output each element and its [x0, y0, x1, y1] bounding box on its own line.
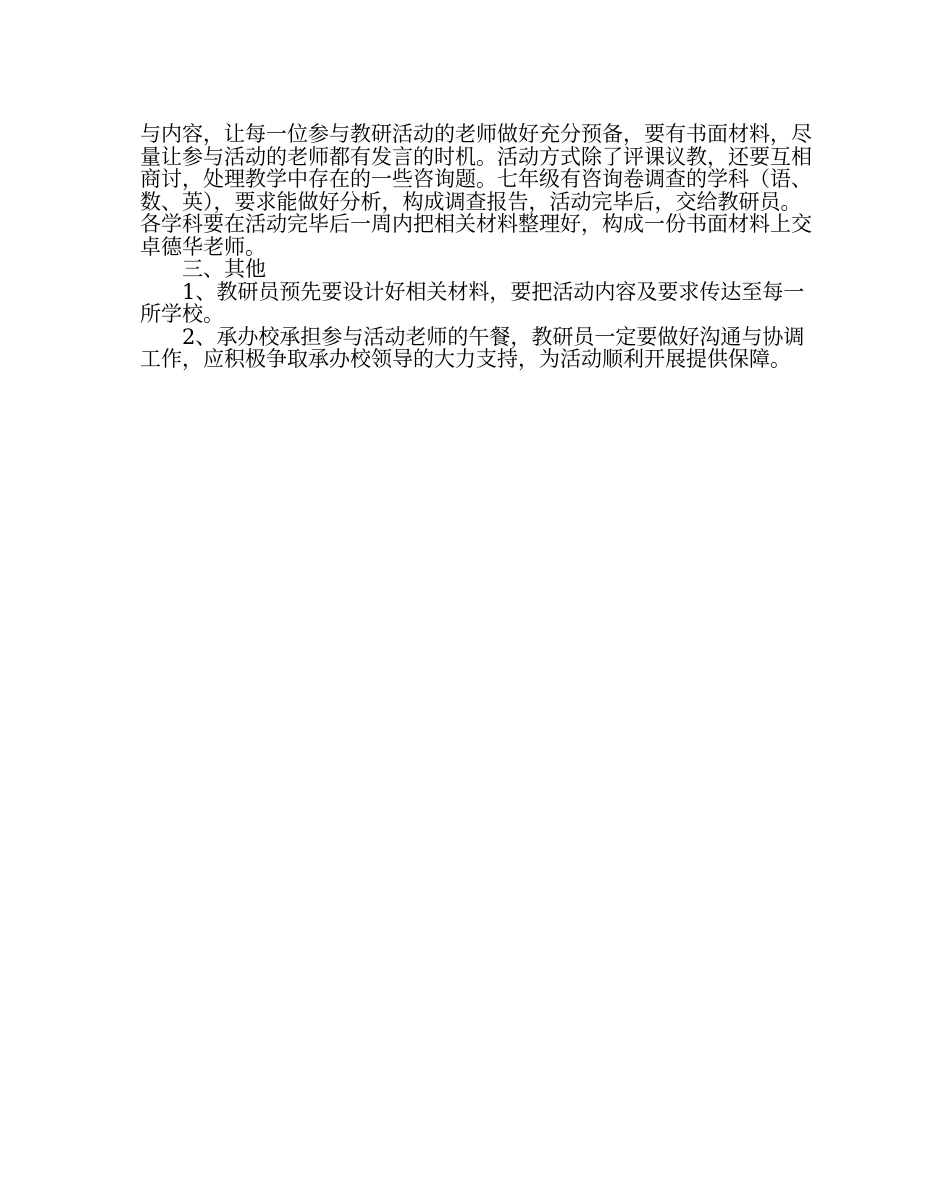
- section-heading-other: 三、其他: [182, 257, 266, 281]
- document-body: [140, 123, 816, 371]
- paragraph-item-2: 2、承办校承担参与活动老师的午餐，教研员一定要做好沟通与协调工作，应积极争取承办校领导的大力支持，为活动顺利开展提供保障。: [140, 324, 805, 371]
- paragraph-activity-content: 与内容，让每一位参与教研活动的老师做好充分预备，要有书面材料，尽量让参与活动的老师都有发言的时机。活动方式除了评课议教，还要互相商讨，处理教学中存在的一些咨询题。七年级有咨询卷调查的学科（语、数、英），要求能做好分析，构成调查报告，活动完毕后，交给教研员。各学科要在活动完毕后一周内把相关材料整理好，构成一份书面材料上交卓德华老师。: [140, 122, 812, 259]
- paragraph-item-1: 1、教研员预先要设计好相关材料，要把活动内容及要求传达至每一所学校。: [140, 279, 805, 326]
